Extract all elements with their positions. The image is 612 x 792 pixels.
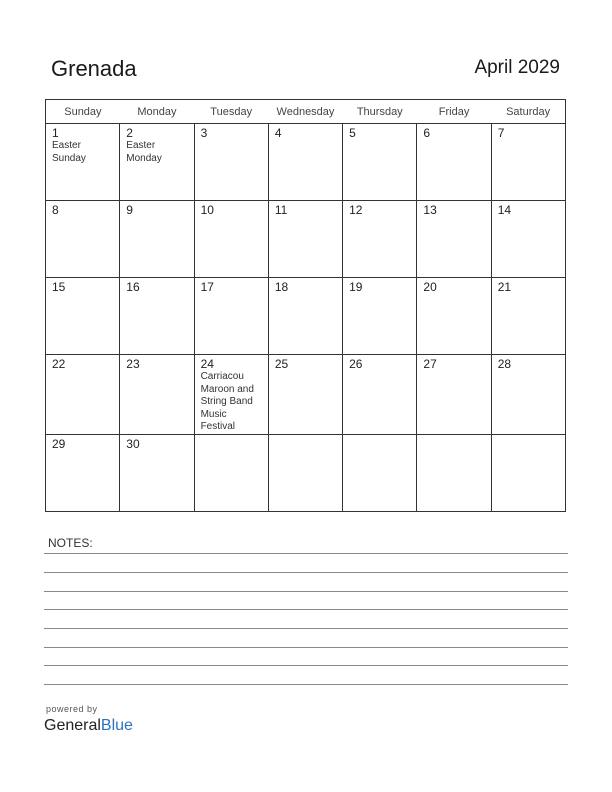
day-number: 29 <box>52 436 66 451</box>
weekday-header: Monday <box>120 100 194 124</box>
day-number: 14 <box>497 203 512 217</box>
day-number: 15 <box>52 280 66 294</box>
note-line <box>44 665 568 666</box>
day-cell[interactable] <box>343 434 417 511</box>
day-number: 3 <box>200 126 208 140</box>
note-line <box>44 572 568 573</box>
day-number: 6 <box>423 126 431 140</box>
day-number: 18 <box>274 280 289 294</box>
week-row <box>46 434 566 511</box>
day-cell[interactable] <box>268 201 342 278</box>
note-line <box>44 609 568 610</box>
day-number: 2 <box>126 126 133 140</box>
day-cell[interactable] <box>120 278 194 355</box>
day-cell[interactable] <box>491 201 565 278</box>
day-number: 27 <box>423 357 437 371</box>
day-cell[interactable] <box>491 278 565 355</box>
holiday-label: Easter Monday <box>126 140 162 164</box>
week-row <box>46 355 566 435</box>
note-line <box>44 647 568 648</box>
weekday-header: Tuesday <box>194 100 268 124</box>
page-title-country: Grenada <box>51 56 137 81</box>
day-cell[interactable] <box>120 355 194 435</box>
week-row <box>46 278 566 355</box>
day-number: 30 <box>126 436 140 451</box>
day-cell[interactable] <box>343 124 417 201</box>
day-number: 19 <box>349 280 363 294</box>
note-line <box>44 684 568 685</box>
note-line <box>44 553 568 554</box>
weekday-header: Friday <box>417 100 491 124</box>
weekday-header-row <box>46 100 566 124</box>
day-cell[interactable] <box>120 124 194 201</box>
day-cell[interactable] <box>268 434 342 511</box>
day-number: 9 <box>126 203 133 217</box>
brand-blue: Blue <box>100 717 133 734</box>
day-number: 21 <box>497 280 512 294</box>
day-number: 20 <box>423 280 437 294</box>
day-cell[interactable] <box>417 355 491 435</box>
day-number: 16 <box>126 280 140 294</box>
day-number: 25 <box>274 357 289 371</box>
weekday-header: Thursday <box>343 100 417 124</box>
notes-label: NOTES: <box>48 536 93 550</box>
day-cell[interactable] <box>46 278 120 355</box>
holiday-label: Carriacou Maroon and String Band Music Festival <box>200 371 254 432</box>
day-cell[interactable] <box>268 124 342 201</box>
day-number: 12 <box>349 203 363 217</box>
brand-logo[interactable] <box>44 717 133 735</box>
holiday-label: Easter Sunday <box>52 140 86 164</box>
day-number: 8 <box>52 203 59 217</box>
day-cell[interactable] <box>46 201 120 278</box>
day-cell[interactable] <box>491 434 565 511</box>
day-number: 26 <box>349 357 363 371</box>
note-line <box>44 591 568 592</box>
weekday-header: Sunday <box>46 100 120 124</box>
day-number: 23 <box>126 357 140 371</box>
day-number: 13 <box>423 203 437 217</box>
day-cell[interactable] <box>491 124 565 201</box>
day-number: 11 <box>274 203 288 217</box>
day-cell[interactable] <box>417 201 491 278</box>
calendar-grid <box>45 99 566 512</box>
day-cell[interactable] <box>417 434 491 511</box>
day-cell[interactable] <box>417 278 491 355</box>
day-cell[interactable] <box>491 355 565 435</box>
day-number: 10 <box>200 203 214 217</box>
day-cell[interactable] <box>268 355 342 435</box>
day-cell[interactable] <box>194 434 268 511</box>
day-number: 24 <box>200 357 214 371</box>
note-line <box>44 628 568 629</box>
day-number: 5 <box>349 126 356 140</box>
week-row <box>46 201 566 278</box>
day-number: 17 <box>200 280 214 294</box>
day-cell[interactable] <box>194 201 268 278</box>
day-cell[interactable] <box>343 201 417 278</box>
weekday-header: Saturday <box>491 100 565 124</box>
day-cell[interactable] <box>343 355 417 435</box>
day-number: 22 <box>52 357 66 371</box>
day-cell[interactable] <box>46 434 120 511</box>
day-cell[interactable] <box>417 124 491 201</box>
day-cell[interactable] <box>343 278 417 355</box>
day-cell[interactable] <box>194 124 268 201</box>
month-year-title: April 2029 <box>474 57 560 78</box>
day-cell[interactable] <box>120 434 194 511</box>
day-cell[interactable] <box>194 278 268 355</box>
day-number: 4 <box>274 126 282 140</box>
day-cell[interactable] <box>46 355 120 435</box>
day-cell[interactable] <box>46 124 120 201</box>
day-cell[interactable] <box>120 201 194 278</box>
week-row <box>46 124 566 201</box>
day-number: 28 <box>497 357 512 371</box>
weekday-header: Wednesday <box>268 100 342 124</box>
powered-by-text: powered by <box>46 704 98 714</box>
day-number: 1 <box>52 126 59 140</box>
day-cell[interactable] <box>268 278 342 355</box>
day-cell[interactable] <box>194 355 268 435</box>
brand-general: General <box>44 717 101 734</box>
day-number: 7 <box>497 126 505 140</box>
